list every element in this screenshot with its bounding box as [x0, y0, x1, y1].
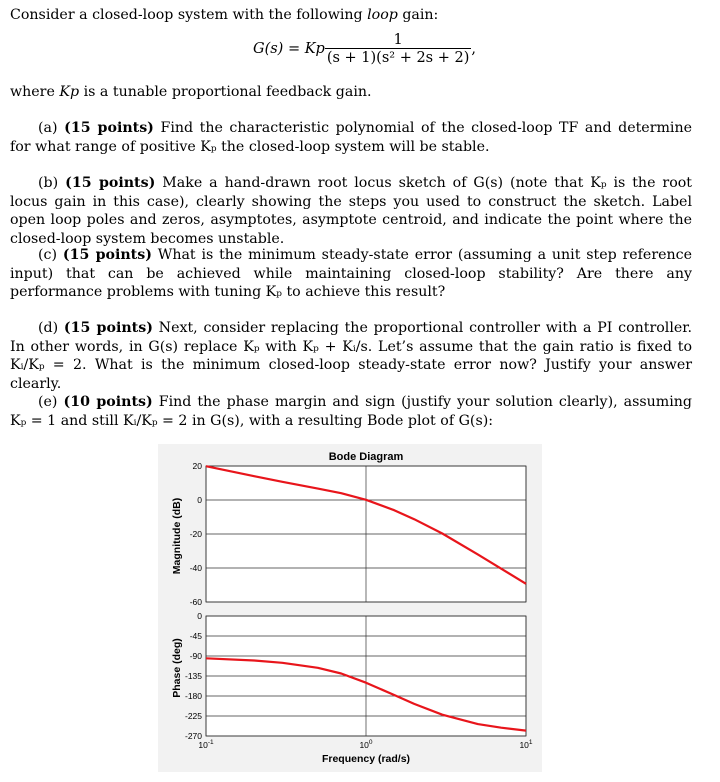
- phase-data-point: [477, 723, 479, 725]
- intro-emphasis: loop: [367, 7, 398, 23]
- part-b: [10, 174, 692, 248]
- where-prefix: where: [10, 84, 60, 100]
- magnitude-data-point: [365, 499, 367, 501]
- where-suffix: is a tunable proportional feedback gain.: [79, 84, 372, 100]
- equation-fraction: [325, 32, 472, 66]
- where-variable: Kp: [59, 84, 80, 100]
- where-line: [10, 83, 372, 101]
- phase-data-point: [253, 660, 255, 662]
- phase-data-point: [525, 730, 527, 732]
- phase-data-point: [282, 662, 284, 664]
- bode-figure: [158, 444, 542, 772]
- magnitude-data-point: [205, 465, 207, 467]
- magnitude-data-point: [500, 568, 502, 570]
- magnitude-data-point: [442, 533, 444, 535]
- phase-data-point: [413, 703, 415, 705]
- magnitude-y-tick-label: 0: [197, 495, 202, 505]
- part-e-label: (e): [38, 394, 58, 410]
- magnitude-data-point: [477, 554, 479, 556]
- magnitude-data-point: [413, 518, 415, 520]
- loop-gain-equation: [253, 32, 476, 66]
- x-tick-label: $10^0$: [359, 739, 373, 750]
- magnitude-y-tick-label: -40: [189, 563, 202, 573]
- magnitude-data-point: [317, 488, 319, 490]
- part-a-points: (15 points): [64, 120, 154, 136]
- intro-suffix: gain:: [397, 7, 439, 23]
- magnitude-y-tick-label: -60: [189, 597, 202, 607]
- magnitude-y-tick-label: 20: [192, 461, 202, 471]
- x-axis-label: Frequency (rad/s): [321, 753, 411, 765]
- phase-y-tick-label: -90: [189, 651, 202, 661]
- magnitude-y-tick-label: -20: [189, 529, 202, 539]
- phase-y-tick-label: -225: [184, 711, 202, 721]
- part-a: [10, 119, 692, 156]
- magnitude-data-point: [253, 475, 255, 477]
- magnitude-data-point: [525, 583, 527, 585]
- part-c-label: (c): [38, 247, 58, 263]
- x-tick-label: $10^{-1}$: [198, 739, 214, 750]
- part-e-points: (10 points): [63, 394, 153, 410]
- part-d: [10, 319, 692, 393]
- intro-line: [10, 6, 438, 24]
- part-d-text: Next, consider replacing the proportional controller with a PI controller. In other words, in G(s) replace Kₚ with Kₚ + Kᵢ/s. Let’s assume that the gain ratio is fixed to Kᵢ/Kₚ = 2. What is the minimum closed-loop steady-state error now? Justify your answer clearly.: [10, 320, 692, 392]
- phase-data-point: [365, 682, 367, 684]
- magnitude-data-point: [393, 509, 395, 511]
- phase-y-tick-label: -270: [184, 731, 202, 741]
- phase-data-point: [205, 658, 207, 660]
- part-c-text: What is the minimum steady-state error (assuming a unit step reference input) that can be achieved while maintaining closed-loop stability? Are there any performance problems with tuning Kₚ to achieve this result?: [10, 247, 692, 300]
- part-e-text: Find the phase margin and sign (justify your solution clearly), assuming Kₚ = 1 and still Kᵢ/Kₚ = 2 in G(s), with a resulting Bode plot of G(s):: [10, 394, 692, 429]
- part-d-label: (d): [38, 320, 59, 336]
- equation-denominator: (s + 1)(s² + 2s + 2): [326, 50, 470, 66]
- part-d-points: (15 points): [63, 320, 153, 336]
- part-a-label: (a): [38, 120, 58, 136]
- y-axis-label-magnitude: Magnitude (dB): [171, 497, 183, 575]
- equation-trail: ,: [471, 41, 476, 57]
- equation-numerator: 1: [393, 32, 403, 48]
- part-e: [10, 393, 692, 430]
- bode-diagram: [158, 444, 542, 772]
- magnitude-data-point: [340, 492, 342, 494]
- intro-prefix: Consider a closed-loop system with the following: [10, 7, 368, 23]
- equation-lhs: G(s) = Kp: [253, 41, 325, 57]
- phase-y-tick-label: -180: [184, 691, 202, 701]
- phase-data-point: [317, 667, 319, 669]
- part-c-points: (15 points): [62, 247, 152, 263]
- magnitude-data-point: [282, 481, 284, 483]
- part-b-text: Make a hand-drawn root locus sketch of G(s) (note that Kₚ is the root locus gain in this case), clearly showing the steps you used to construct the sketch. Label open loop poles and zeros, asymptotes, asymptote centroid, and indicate the point where the closed-loop system becomes unstable.: [10, 175, 692, 247]
- chart-title: Bode Diagram: [328, 451, 404, 463]
- phase-y-tick-label: -45: [189, 631, 202, 641]
- phase-data-point: [340, 673, 342, 675]
- phase-data-point: [442, 714, 444, 716]
- phase-y-tick-label: 0: [197, 611, 202, 621]
- y-axis-label-phase: Phase (deg): [171, 638, 183, 698]
- x-tick-label: $10^1$: [519, 739, 533, 750]
- part-b-label: (b): [38, 175, 59, 191]
- part-b-points: (15 points): [65, 175, 156, 191]
- phase-data-point: [500, 727, 502, 729]
- part-a-text: Find the characteristic polynomial of the closed-loop TF and determine for what range of positive Kₚ the closed-loop system will be stable.: [10, 120, 692, 155]
- phase-data-point: [393, 694, 395, 696]
- part-c: [10, 246, 692, 302]
- phase-y-tick-label: -135: [184, 671, 202, 681]
